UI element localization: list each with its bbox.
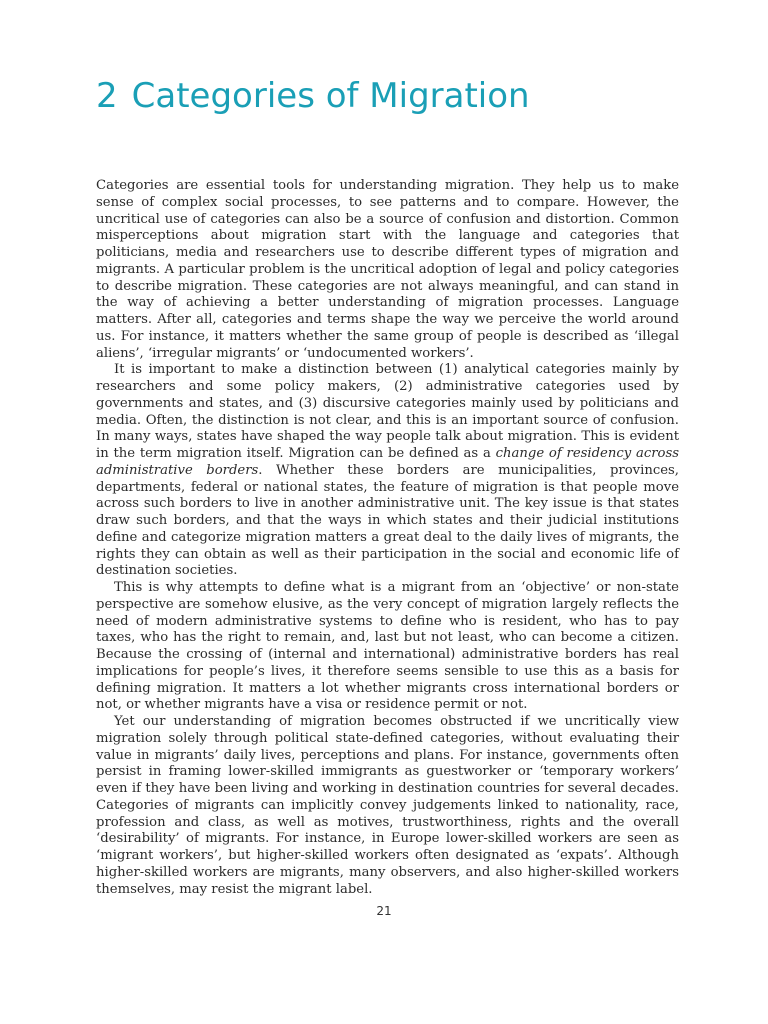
- paragraph-2: [96, 362, 679, 580]
- paragraph-2-text-start: It is important to make a distinction between (1) analytical categories mainly by researchers and some policy makers, (2) administrative categories used by governments and states, and (3) discursive categories mainly used by politicians and media. Often, the distinction is not clear, and this is an important source of confusion. In many ways, states have shaped the way people talk about migration. This is evident in the term migration itself. Migration can be defined as a: [96, 362, 679, 461]
- paragraph-3: This is why attempts to define what is a migrant from an ‘objective’ or non-state perspective are somehow elusive, as the very concept of migration largely reflects the need of modern administrative systems to define who is resident, who has to pay taxes, who has the right to remain, and, last but not least, who can become a citizen. Because the crossing of (internal and international) administrative borders has real implications for people’s lives, it therefore seems sensible to use this as a basis for defining migration. It matters a lot whether migrants cross international borders or not, or whether migrants have a visa or residence permit or not.: [96, 580, 679, 713]
- chapter-number: 2: [96, 76, 118, 116]
- paragraph-4: Yet our understanding of migration becomes obstructed if we uncritically view migration solely through political state-defined categories, without evaluating their value in migrants’ daily lives, perceptions and plans. For instance, governments often persist in framing lower-skilled immigrants as guestworker or ‘temporary workers’ even if they have been living and working in destination countries for several decades. Categories of migrants can implicitly convey judgements linked to nationality, race, profession and class, as well as motives, trustworthiness, rights and the overall ‘desirability’ of migrants. For instance, in Europe lower-skilled workers are seen as ‘migrant workers’, but higher-skilled workers often designated as ‘expats’. Although higher-skilled workers are migrants, many observers, and also higher-skilled workers themselves, may resist the migrant label.: [96, 714, 679, 897]
- chapter-title: [96, 74, 530, 118]
- page-number: 21: [376, 904, 392, 918]
- chapter-title-text: Categories of Migration: [131, 76, 530, 116]
- paragraph-1: Categories are essential tools for understanding migration. They help us to make sense of complex social processes, to see patterns and to compare. However, the uncritical use of categories can also be a source of confusion and distortion. Common misperceptions about migration start with the language and categories that politicians, media and researchers use to describe different types of migration and migrants. A particular problem is the uncritical adoption of legal and policy categories to describe migration. These categories are not always meaningful, and can stand in the way of achieving a better understanding of migration processes. Language matters. After all, categories and terms shape the way we perceive the world around us. For instance, it matters whether the same group of people is described as ‘illegal aliens’, ‘irregular migrants’ or ‘undocumented workers’.: [96, 178, 679, 361]
- body-text: [96, 178, 679, 898]
- paragraph-2-italic-definition: change of residency across administrative borders: [96, 446, 680, 478]
- paragraph-2-text-end: . Whether these borders are municipalities, provinces, departments, federal or national states, the feature of migration is that people move across such borders to live in another administrative unit. The key issue is that states draw such borders, and that the ways in which states and their judicial institutions define and categorize migration matters a great deal to the daily lives of migrants, the rights they can obtain as well as their participation in the social and economic life of destination societies.: [96, 462, 679, 579]
